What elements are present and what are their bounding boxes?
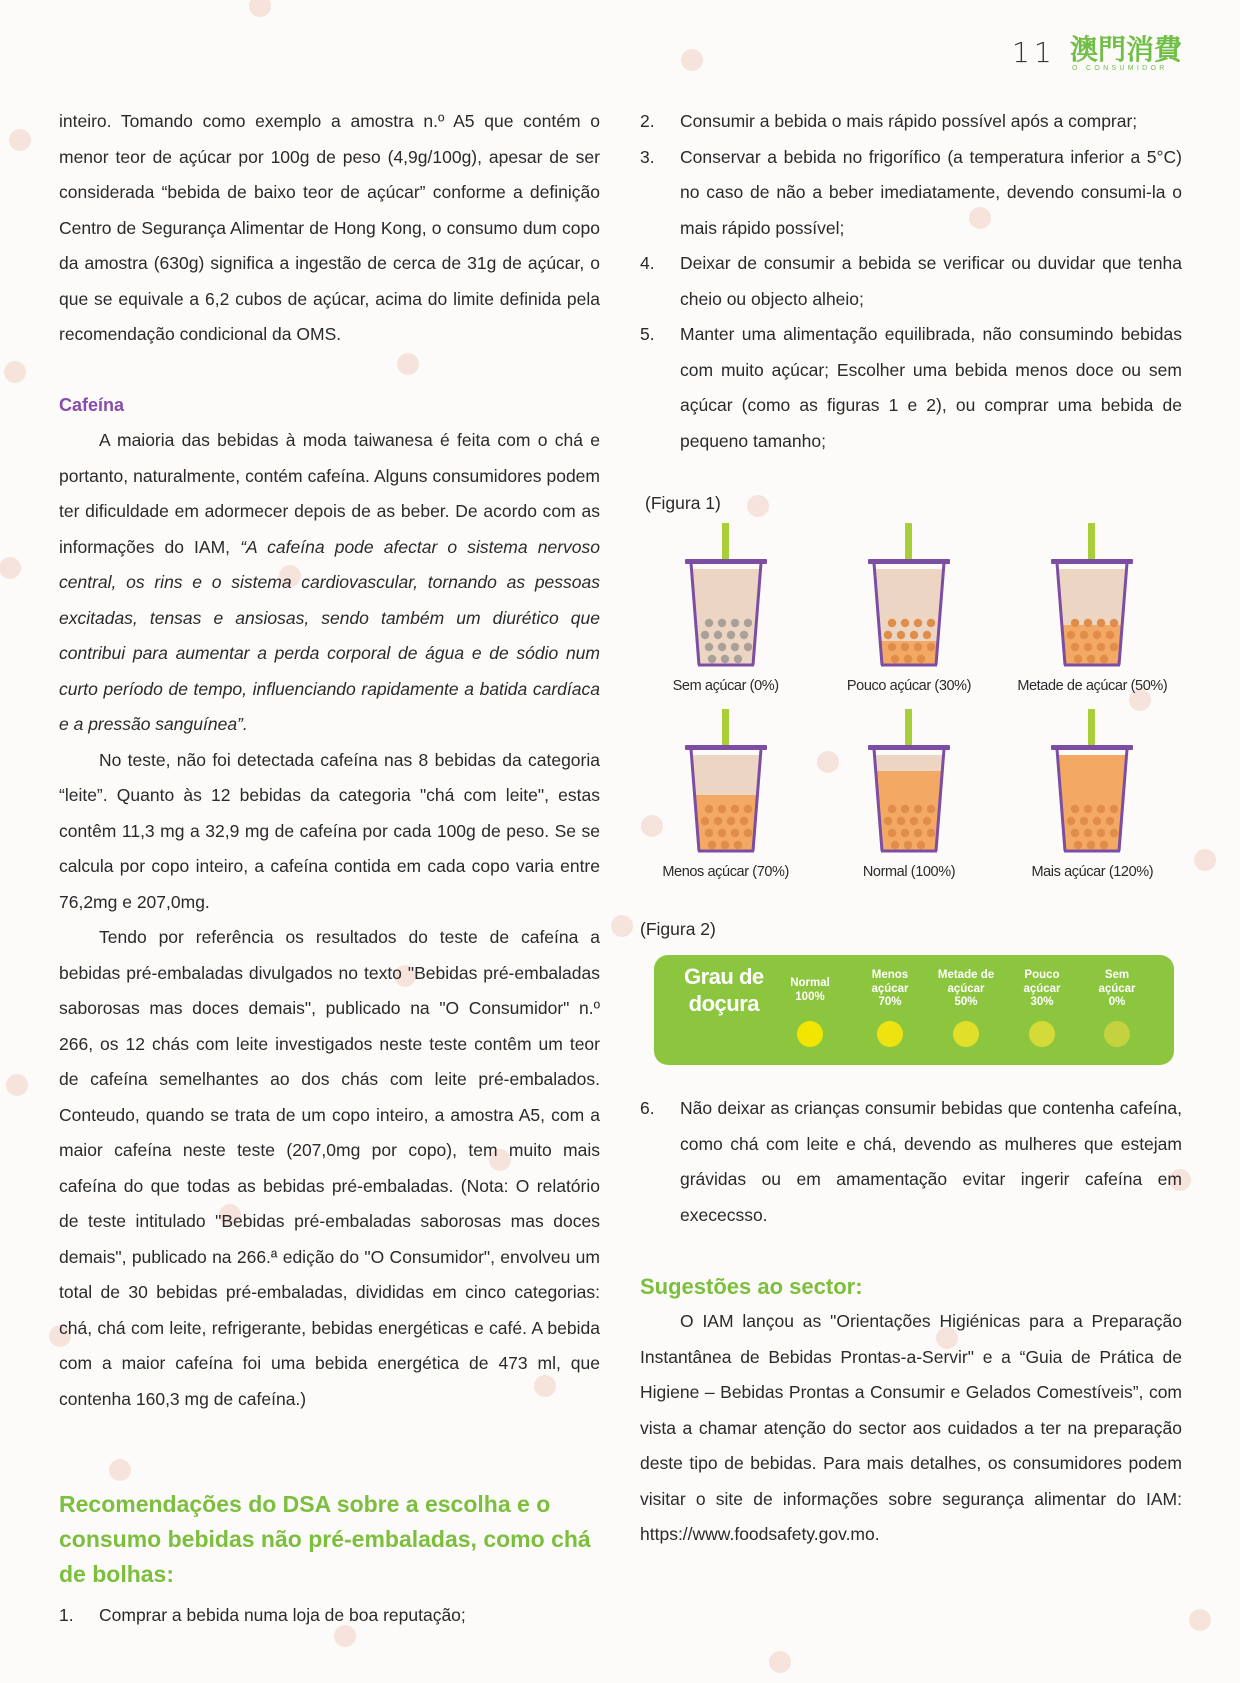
figure-1-label: (Figura 1)	[645, 493, 721, 513]
left-column	[59, 104, 600, 1634]
level-text: Normal	[790, 977, 830, 989]
pearl	[884, 817, 892, 825]
page-number: 11	[1012, 36, 1056, 69]
pearl	[1110, 829, 1118, 837]
cup-label: Normal (100%)	[862, 864, 956, 880]
cup-lid	[685, 745, 767, 750]
pearl	[1067, 817, 1075, 825]
bubble-tea-cup-icon	[1047, 523, 1137, 673]
sweetness-level	[778, 977, 842, 1004]
pearl	[927, 619, 935, 627]
pearl	[927, 829, 935, 837]
list-number: 1.	[59, 1605, 74, 1625]
pearl	[1080, 631, 1088, 639]
bubble-tea-cup-icon	[681, 709, 771, 859]
level-text: 70%	[878, 996, 902, 1008]
list-number: 2.	[640, 111, 655, 131]
straw	[1088, 523, 1095, 561]
pearl	[733, 841, 741, 849]
level-text: Pouco	[1024, 969, 1060, 981]
pearl	[1100, 841, 1108, 849]
pearl	[904, 841, 912, 849]
list-text: Não deixar as crianças consumir bebidas que contenha cafeína, como chá com leite e chá, devendo as mulheres que estejam grávidas ou em amamentação evitar ingerir cafeína em exececsso.	[680, 1098, 1182, 1225]
cup-metade-acucar	[1001, 523, 1184, 709]
sweetness-dot	[1029, 1021, 1055, 1047]
list-item	[640, 246, 1182, 317]
pearl	[891, 655, 899, 663]
list-item	[640, 317, 1182, 459]
paragraph-caffeine-test: No teste, não foi detectada cafeína nas 8 bebidas da categoria “leite”. Quanto às 12 bebidas da categoria "chá com leite", estas contêm 11,3 mg a 32,9 mg de cafeína por cada 100g de peso. Se se calcula por copo inteiro, a cafeína contida em cada copo varia entre 76,2mg e 207,0mg.	[59, 749, 600, 912]
sweetness-level	[858, 969, 922, 1010]
caffeine-quote: “A cafeína pode afectar o sistema nervoso central, os rins e o sistema cardiovascular, tornando as pessoas excitadas, tensas e ansiosas, sendo também um diurético que contribui para aumentar a perda corporal de água e de sódio num curto período de tempo, influenciando rapidamente a batida cardíaca e a pressão sanguínea”.	[59, 536, 600, 734]
straw	[722, 523, 729, 561]
publication-logo	[1070, 34, 1184, 72]
straw	[905, 709, 912, 747]
pearl	[730, 619, 738, 627]
pearl	[927, 805, 935, 813]
pearl	[1110, 643, 1118, 651]
pearl	[1084, 805, 1092, 813]
pearl	[914, 805, 922, 813]
logo-subtitle: O CONSUMIDOR	[1072, 65, 1168, 72]
cup-lid	[868, 559, 950, 564]
list-text: Deixar de consumir a bebida se verificar ou duvidar que tenha cheio ou objecto alheio;	[680, 253, 1182, 309]
level-text: Sem	[1104, 969, 1130, 981]
pearl	[1067, 631, 1075, 639]
pearl	[927, 643, 935, 651]
list-text: Consumir a bebida o mais rápido possível após a comprar;	[680, 111, 1138, 131]
pearl	[888, 619, 896, 627]
pearl	[884, 631, 892, 639]
pearl	[707, 655, 715, 663]
sweetness-title-line1: Grau de	[684, 964, 764, 989]
pearl	[1106, 631, 1114, 639]
pearl	[1071, 805, 1079, 813]
pearl	[730, 643, 738, 651]
pearl	[923, 631, 931, 639]
cup-lid	[685, 559, 767, 564]
pearl	[923, 817, 931, 825]
straw	[1088, 709, 1095, 747]
pearl	[717, 805, 725, 813]
pearl	[1087, 841, 1095, 849]
pearl	[713, 817, 721, 825]
pearl	[901, 643, 909, 651]
pearl	[1074, 655, 1082, 663]
pearl	[914, 643, 922, 651]
pearl	[730, 829, 738, 837]
pearl	[1093, 817, 1101, 825]
cup-label: Menos açúcar (70%)	[662, 864, 789, 880]
list-number: 4.	[640, 253, 655, 273]
level-text: açúcar	[947, 982, 985, 995]
bubble-tea-cup-icon	[681, 523, 771, 673]
bubble-tea-cup-icon	[1047, 709, 1137, 859]
cup-lid	[1051, 745, 1133, 750]
list-number: 3.	[640, 146, 655, 167]
pearl	[888, 829, 896, 837]
list-number: 5.	[640, 324, 655, 344]
sweetness-level	[1085, 969, 1149, 1010]
bubble-tea-cup-icon	[864, 523, 954, 673]
pearl	[1071, 619, 1079, 627]
sweetness-level	[1010, 969, 1074, 1010]
sector-heading: Sugestões ao sector:	[640, 1274, 863, 1299]
pearl	[1110, 805, 1118, 813]
pearl	[1100, 655, 1108, 663]
sweetness-title-line2: doçura	[688, 991, 759, 1016]
straw	[905, 523, 912, 561]
pearl	[726, 631, 734, 639]
level-text: 100%	[795, 990, 825, 1003]
pearl	[901, 805, 909, 813]
list-item	[640, 104, 1182, 140]
pearl	[917, 841, 925, 849]
pearl	[739, 631, 747, 639]
cup-label: Sem açúcar (0%)	[672, 678, 779, 694]
sweetness-dot	[877, 1021, 903, 1047]
pearl	[1087, 655, 1095, 663]
list-number: 6.	[640, 1098, 655, 1118]
straw	[722, 709, 729, 747]
level-text: Menos	[871, 969, 909, 981]
pearl	[1097, 805, 1105, 813]
bubble-tea-cup-icon	[864, 709, 954, 859]
pearl	[1071, 643, 1079, 651]
caffeine-intro-text: A maioria das bebidas à moda taiwanesa é feita com o chá e portanto, naturalmente, contém cafeína. Alguns consumidores podem ter dificuldade em adormecer depois de as beber. De acordo com as informações do IAM,	[59, 430, 600, 557]
figure-2-label: (Figura 2)	[640, 919, 716, 939]
sweetness-scale	[654, 955, 1174, 1065]
pearl	[704, 829, 712, 837]
pearl	[910, 817, 918, 825]
level-text: Metade de	[937, 969, 995, 981]
paragraph-sugar-sample: inteiro. Tomando como exemplo a amostra n.º A5 que contém o menor teor de açúcar por 100g de peso (4,9g/100g), apesar de ser considerada “bebida de baixo teor de açúcar” conforme a definição Centro de Segurança Alimentar de Hong Kong, o consumo dum copo da amostra (630g) significa a ingestão de cerca de 31g de açúcar, o que se equivale a 6,2 cubos de açúcar, acima do limite definida pela recomendação condicional da OMS.	[59, 111, 600, 344]
list-item	[640, 140, 1182, 247]
cup-normal	[817, 709, 1000, 895]
pearl	[1093, 631, 1101, 639]
pearl	[914, 619, 922, 627]
pearl	[743, 619, 751, 627]
pearl	[704, 643, 712, 651]
paragraph-sector-suggestions: O IAM lançou as "Orientações Higiénicas para a Preparação Instantânea de Bebidas Prontas-a-Servir" e a “Guia de Prática de Higiene – Bebidas Prontas a Consumir e Gelados Comestíveis”, com vista a chamar atenção do sector aos cuidados a ter na preparação deste tipo de bebidas. Para mais detalhes, os consumidores podem visitar o site de informações sobre segurança alimentar do IAM: https://www.foodsafety.gov.mo.	[640, 1311, 1182, 1544]
pearl	[739, 817, 747, 825]
sweetness-level	[934, 969, 998, 1010]
pearl	[717, 643, 725, 651]
list-text: Comprar a bebida numa loja de boa reputação;	[99, 1605, 466, 1625]
pearl	[904, 655, 912, 663]
pearl	[707, 841, 715, 849]
list-item	[59, 1598, 600, 1634]
pearl	[910, 631, 918, 639]
cup-label: Pouco açúcar (30%)	[846, 678, 972, 694]
level-text: 30%	[1030, 996, 1054, 1008]
level-text: 50%	[954, 996, 978, 1008]
caffeine-heading: Cafeína	[59, 394, 125, 415]
pearl	[1097, 643, 1105, 651]
level-text: açúcar	[1098, 982, 1136, 995]
pearl	[1097, 619, 1105, 627]
pearl	[1074, 841, 1082, 849]
cup-pouco-acucar	[817, 523, 1000, 709]
pearl	[1106, 817, 1114, 825]
pearl	[743, 643, 751, 651]
pearl	[914, 829, 922, 837]
cup-label: Metade de açúcar (50%)	[1017, 678, 1168, 694]
cup-mais-acucar	[1001, 709, 1184, 895]
pearl	[891, 841, 899, 849]
pearl	[700, 817, 708, 825]
pearl	[726, 817, 734, 825]
pearl	[897, 817, 905, 825]
pearl	[1071, 829, 1079, 837]
pearl	[897, 631, 905, 639]
logo-chinese-text: 澳門消費	[1070, 33, 1183, 66]
pearl	[1097, 829, 1105, 837]
recommendations-list	[640, 104, 1182, 459]
sweetness-dot	[953, 1021, 979, 1047]
pearl	[704, 805, 712, 813]
cup-sem-acucar	[634, 523, 817, 709]
sweetness-title	[684, 963, 764, 1017]
pearl	[1084, 829, 1092, 837]
level-text: açúcar	[1023, 982, 1061, 995]
cup-menos-acucar	[634, 709, 817, 895]
pearl	[733, 655, 741, 663]
figure-1-cups	[634, 523, 1184, 895]
paragraph-caffeine-comparison: Tendo por referência os resultados do teste de cafeína a bebidas pré-embaladas divulgados no texto "Bebidas pré-embaladas saborosas mas doces demais", publicado na "O Consumidor" n.º 266, os 12 chás com leite investigados neste teste contêm um teor de cafeína semelhantes ao dos chás com leite pré-embalados. Conteudo, quando se trata de um copo inteiro, a amostra A5, com a maior cafeína neste teste (207,0mg por copo), tem muito mais cafeína do que todas as bebidas pré-embaladas. (Nota: O relatório de teste intitulado "Bebidas pré-embaladas saborosas mas doces demais", publicado na 266.ª edição do "O Consumidor", envolveu um total de 30 bebidas pré-embaladas, divididas em cinco categorias: chá, chá com leite, refrigerante, bebidas energéticas e café. A bebida com a maior cafeína foi uma bebida energética de 473 ml, que contenha 160,3 mg de cafeína.)	[59, 927, 600, 1409]
recommendations-heading: Recomendações do DSA sobre a escolha e o consumo bebidas não pré-embaladas, como chá de bolhas:	[59, 1491, 591, 1587]
cup-lid	[868, 745, 950, 750]
list-text: Conservar a bebida no frigorífico (a temperatura inferior a 5°C) no caso de não a beber imediatamente, devendo consumi-la o mais rápido possível;	[680, 146, 1182, 238]
sweetness-dot	[797, 1021, 823, 1047]
paragraph-caffeine-intro	[59, 423, 600, 743]
pearl	[717, 829, 725, 837]
right-column	[640, 104, 1182, 1553]
pearl	[1110, 619, 1118, 627]
pearl	[717, 619, 725, 627]
pearl	[700, 631, 708, 639]
pearl	[743, 805, 751, 813]
pearl	[1084, 619, 1092, 627]
pearl	[901, 619, 909, 627]
level-text: 0%	[1108, 996, 1126, 1008]
pearl	[917, 655, 925, 663]
list-text: Manter uma alimentação equilibrada, não consumindo bebidas com muito açúcar; Escolher uma bebida menos doce ou sem açúcar (como as figuras 1 e 2), ou comprar uma bebida de pequeno tamanho;	[680, 324, 1182, 451]
pearl	[730, 805, 738, 813]
pearl	[888, 643, 896, 651]
list-item	[640, 1091, 1182, 1233]
pearl	[1084, 643, 1092, 651]
sugar-fill	[1058, 755, 1127, 851]
pearl	[888, 805, 896, 813]
sweetness-dot	[1104, 1021, 1130, 1047]
pearl	[704, 619, 712, 627]
pearl	[743, 829, 751, 837]
cup-lid	[1051, 559, 1133, 564]
tea-body	[691, 569, 760, 665]
level-text: açúcar	[871, 982, 909, 995]
pearl	[720, 841, 728, 849]
pearl	[720, 655, 728, 663]
cup-label: Mais açúcar (120%)	[1031, 864, 1154, 880]
pearl	[713, 631, 721, 639]
pearl	[1080, 817, 1088, 825]
pearl	[901, 829, 909, 837]
